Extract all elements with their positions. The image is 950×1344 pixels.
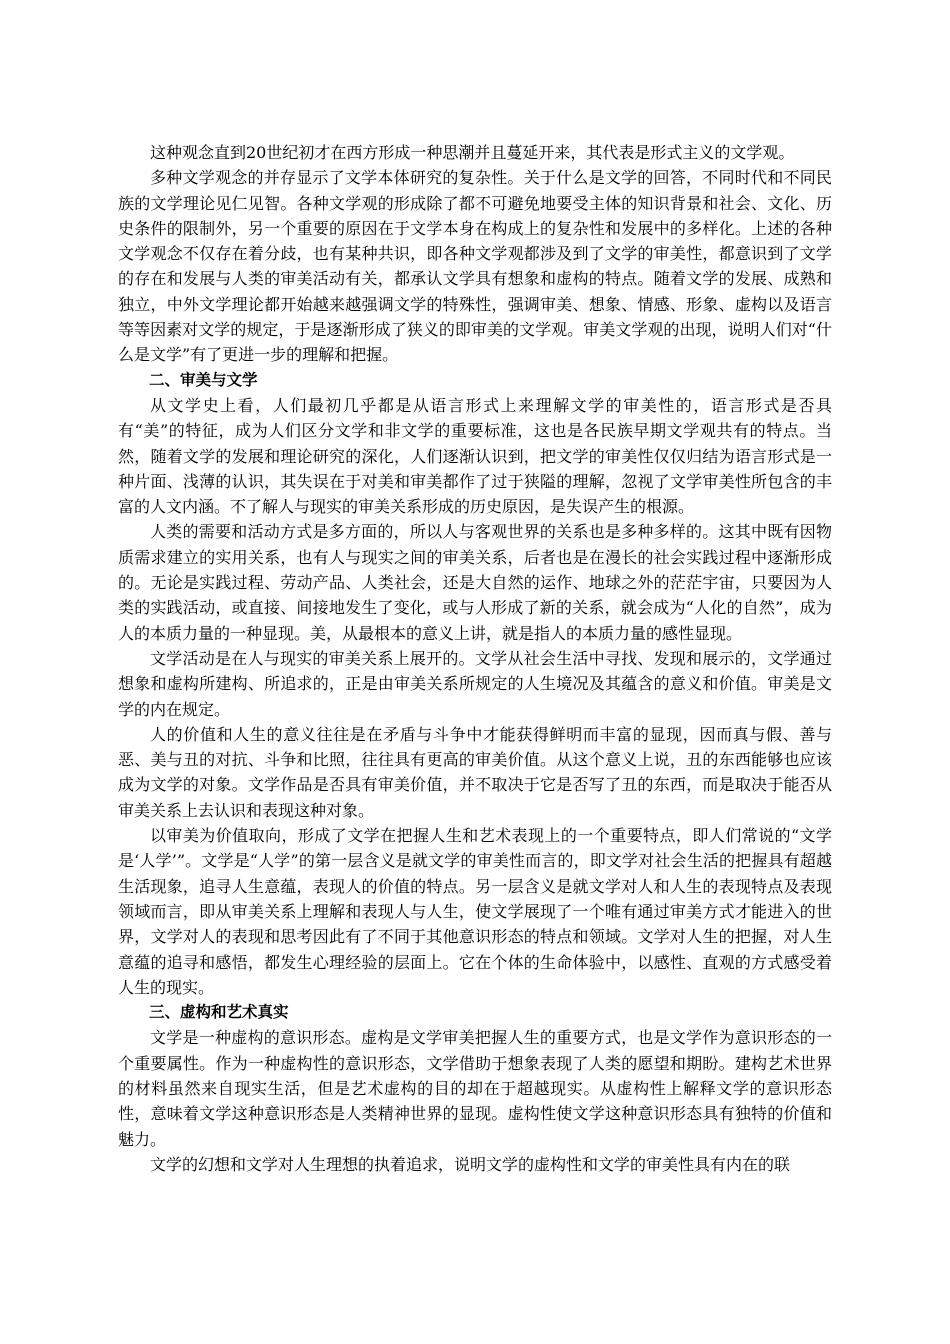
paragraph-literary-views: 多种文学观念的并存显示了文学本体研究的复杂性。关于什么是文学的回答，不同时代和不同民族的文学理论见仁见智。各种文学观的形成除了都不可避免地要受主体的知识背景和社会、文化、历史条件的限制外，另一个重要的原因在于文学本身在构成上的复杂性和发展中的多样化。上述的各种文学观念不仅存在着分歧，也有某种共识，即各种文学观都涉及到了文学的审美性，都意识到了文学的存在和发展与人类的审美活动有关，都承认文学具有想象和虚构的特点。随着文学的发展、成熟和独立，中外文学理论都开始越来越强调文学的特殊性，强调审美、想象、情感、形象、虚构以及语言等等因素对文学的规定，于是逐渐形成了狭义的即审美的文学观。审美文学观的出现，说明人们对“什么是文学”有了更进一步的理解和把握。	[118, 168, 832, 365]
paragraph-human-value: 人的价值和人生的意义往往是在矛盾与斗争中才能获得鲜明而丰富的显现，因而真与假、善与恶、美与丑的对抗、斗争和比照，往往具有更高的审美价值。从这个意义上说，丑的东西能够也应该成为文学的对象。文学作品是否具有审美价值，并不取决于它是否写了丑的东西，而是取决于能否从审美关系上去认识和表现这种对象。	[118, 724, 832, 820]
paragraph-fantasy-ideals: 文学的幻想和文学对人生理想的执着追求，说明文学的虚构性和文学的审美性具有内在的联	[150, 1154, 791, 1174]
paragraph-literary-activity: 文学活动是在人与现实的审美关系上展开的。文学从社会生活中寻找、发现和展示的，文学通过想象和虚构所建构、所追求的，正是由审美关系所规定的人生境况及其蕴含的意义和价值。审美是文学的内在规定。	[118, 648, 832, 719]
section-heading-fiction: 三、虚构和艺术真实	[149, 1003, 289, 1022]
paragraph-literature-humanities: 以审美为价值取向，形成了文学在把握人生和艺术表现上的一个重要特点，即人们常说的“文学是‘人学’”。文学是“人学”的第一层含义是就文学的审美性而言的，即文学对社会生活的把握具有超越生活现象，追寻人生意蕴，表现人的价值的特点。另一层含义是就文学对人和人生的表现特点及表现领域而言，即从审美关系上理解和表现人与人生，使文学展现了一个唯有通过审美方式才能进入的世界，文学对人的表现和思考因此有了不同于其他意识形态的特点和领域。文学对人生的把握，对人生意蕴的追寻和感悟，都发生心理经验的层面上。它在个体的生命体验中，以感性、直观的方式感受着人生的现实。	[118, 826, 832, 997]
paragraph-literary-history: 从文学史上看，人们最初几乎都是从语言形式上来理解文学的审美性的，语言形式是否具有“美”的特征，成为人们区分文学和非文学的重要标准，这也是各民族早期文学观共有的特点。当然，随着文学的发展和理论研究的深化，人们逐渐认识到，把文学的审美性仅仅归结为语言形式是一种片面、浅薄的认识，其失误在于对美和审美都作了过于狭隘的理解，忽视了文学审美性所包含的丰富的人文内涵。不了解人与现实的审美关系形成的历史原因，是失误产生的根源。	[118, 395, 832, 517]
paragraph-human-needs: 人类的需要和活动方式是多方面的，所以人与客观世界的关系也是多种多样的。这其中既有因物质需求建立的实用关系，也有人与现实之间的审美关系，后者也是在漫长的社会实践过程中逐渐形成的。无论是实践过程、劳动产品、人类社会，还是大自然的运作、地球之外的茫茫宇宙，只要因为人类的实践活动，或直接、间接地发生了变化，或与人形成了新的关系，就会成为“人化的自然”，成为人的本质力量的一种显现。美，从最根本的意义上讲，就是指人的本质力量的感性显现。	[118, 522, 832, 643]
paragraph-fictional-ideology: 文学是一种虚构的意识形态。虚构是文学审美把握人生的重要方式，也是文学作为意识形态的一个重要属性。作为一种虚构性的意识形态，文学借助于想象表现了人类的愿望和期盼。建构艺术世界的材料虽然来自现实生活，但是艺术虚构的目的却在于超越现实。从虚构性上解释文学的意识形态性，意味着文学这种意识形态是人类精神世界的显现。虚构性使文学这种意识形态具有独特的价值和魅力。	[118, 1028, 832, 1149]
paragraph-formalism: 这种观念直到20世纪初才在西方形成一种思潮并且蔓延开来，其代表是形式主义的文学观。	[150, 143, 795, 162]
document-page	[118, 140, 832, 1177]
section-heading-aesthetics: 二、审美与文学	[149, 370, 258, 389]
